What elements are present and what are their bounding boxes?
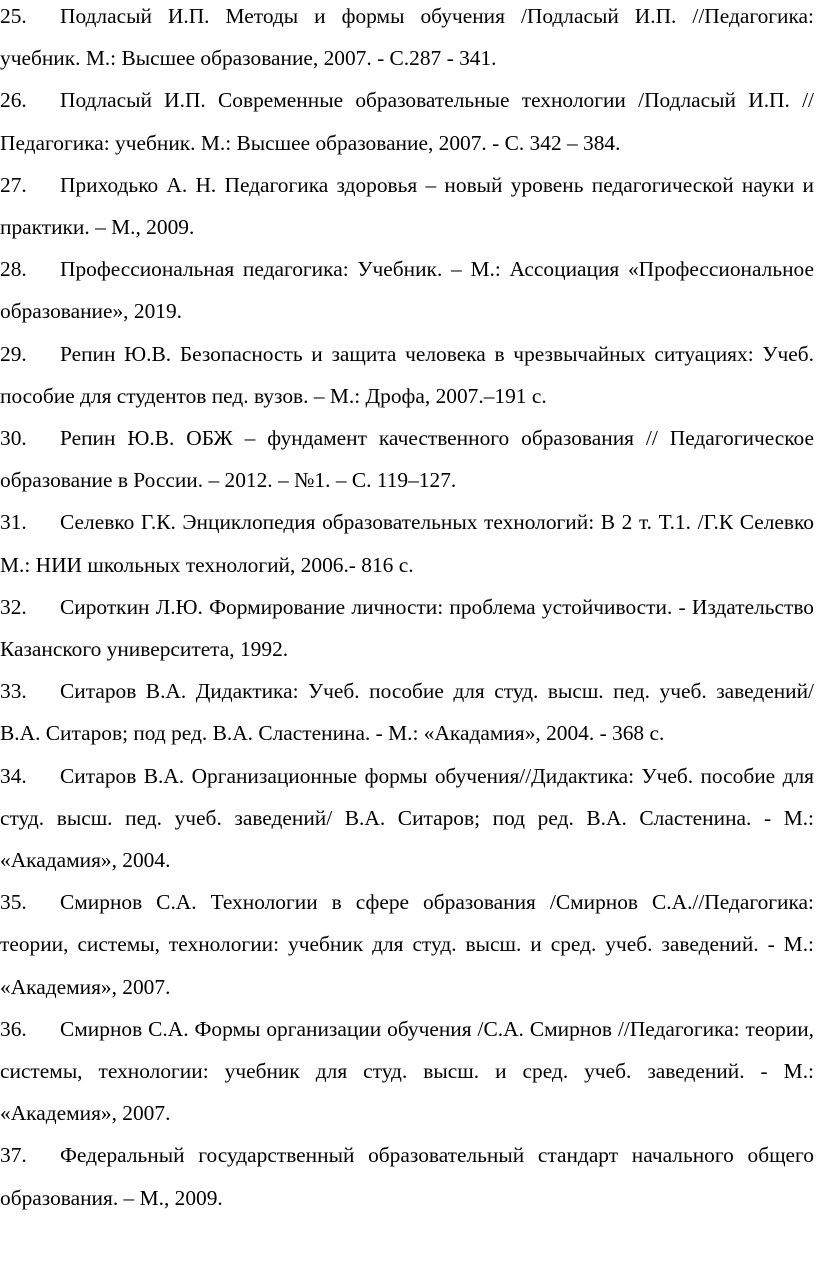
reference-number: 25. (0, 4, 27, 28)
reference-number: 34. (0, 763, 27, 788)
reference-entry-36 (0, 1008, 814, 1135)
reference-text: Профессиональная педагогика: Учебник. – М.: Ассоциация «Профессиональное образование», 2019. (0, 257, 814, 324)
reference-entry-33 (0, 670, 814, 754)
reference-number: 31. (0, 510, 27, 535)
reference-text: Подласый И.П. Современные образовательные технологии /Подласый И.П. //Педагогика: учебник. М.: Высшее образование, 2007. - С. 342 – 384. (0, 88, 814, 155)
reference-number: 27. (0, 172, 27, 197)
reference-number: 37. (0, 1143, 27, 1168)
reference-number: 30. (0, 426, 27, 451)
reference-entry-25 (0, 0, 814, 79)
reference-text: Приходько А. Н. Педагогика здоровья – новый уровень педагогической науки и практики. – М., 2009. (0, 172, 814, 240)
reference-entry-26 (0, 79, 814, 163)
reference-entry-30 (0, 417, 814, 501)
reference-text: Федеральный государственный образовательный стандарт начального общего образования. – М., 2009. (0, 1143, 814, 1210)
reference-entry-28 (0, 248, 814, 332)
reference-number: 28. (0, 257, 27, 282)
reference-entry-37 (0, 1134, 814, 1218)
reference-number: 32. (0, 594, 27, 619)
reference-number: 35. (0, 890, 27, 915)
reference-text: Селевко Г.К. Энциклопедия образовательных технологий: В 2 т. Т.1. /Г.К Селевко М.: НИИ школьных технологий, 2006.- 816 с. (0, 510, 814, 577)
reference-text: Ситаров В.А. Дидактика: Учеб. пособие для студ. высш. пед. учеб. заведений/ В.А. Ситаров; под ред. В.А. Сластенина. - М.: «Акадамия», 2004. - 368 с. (0, 679, 814, 746)
reference-text: Сироткин Л.Ю. Формирование личности: проблема устойчивости. - Издательство Казанского университета, 1992. (0, 594, 814, 662)
reference-text: Смирнов С.А. Технологии в сфере образования /Смирнов С.А.//Педагогика: теории, системы, технологии: учебник для студ. высш. и сред. учеб. заведений. - М.: «Академия», 2007. (0, 890, 814, 999)
reference-text: Репин Ю.В. ОБЖ – фундамент качественного образования // Педагогическое образование в России. – 2012. – №1. – С. 119–127. (0, 426, 814, 493)
reference-text: Репин Ю.В. Безопасность и защита человека в чрезвычайных ситуациях: Учеб. пособие для студентов пед. вузов. – М.: Дрофа, 2007.–191 с. (0, 341, 814, 408)
reference-entry-29 (0, 333, 814, 417)
reference-entry-32 (0, 586, 814, 670)
reference-text: Смирнов С.А. Формы организации обучения /С.А. Смирнов //Педагогика: теории, системы, технологии: учебник для студ. высш. и сред. учеб. заведений. - М.: «Академия», 2007. (0, 1016, 814, 1126)
reference-number: 26. (0, 88, 27, 113)
reference-entry-34 (0, 755, 814, 882)
reference-text: Ситаров В.А. Организационные формы обучения//Дидактика: Учеб. пособие для студ. высш. пед. учеб. заведений/ В.А. Ситаров; под ред. В.А. Сластенина. - М.: «Акадамия», 2004. (0, 763, 814, 873)
reference-entry-27 (0, 164, 814, 248)
reference-entry-35 (0, 881, 814, 1008)
reference-number: 33. (0, 679, 27, 704)
reference-text: Подласый И.П. Методы и формы обучения /Подласый И.П. //Педагогика: учебник. М.: Высшее образование, 2007. - С.287 - 341. (0, 4, 814, 71)
reference-number: 36. (0, 1016, 27, 1041)
reference-entry-31 (0, 501, 814, 585)
reference-number: 29. (0, 341, 27, 366)
